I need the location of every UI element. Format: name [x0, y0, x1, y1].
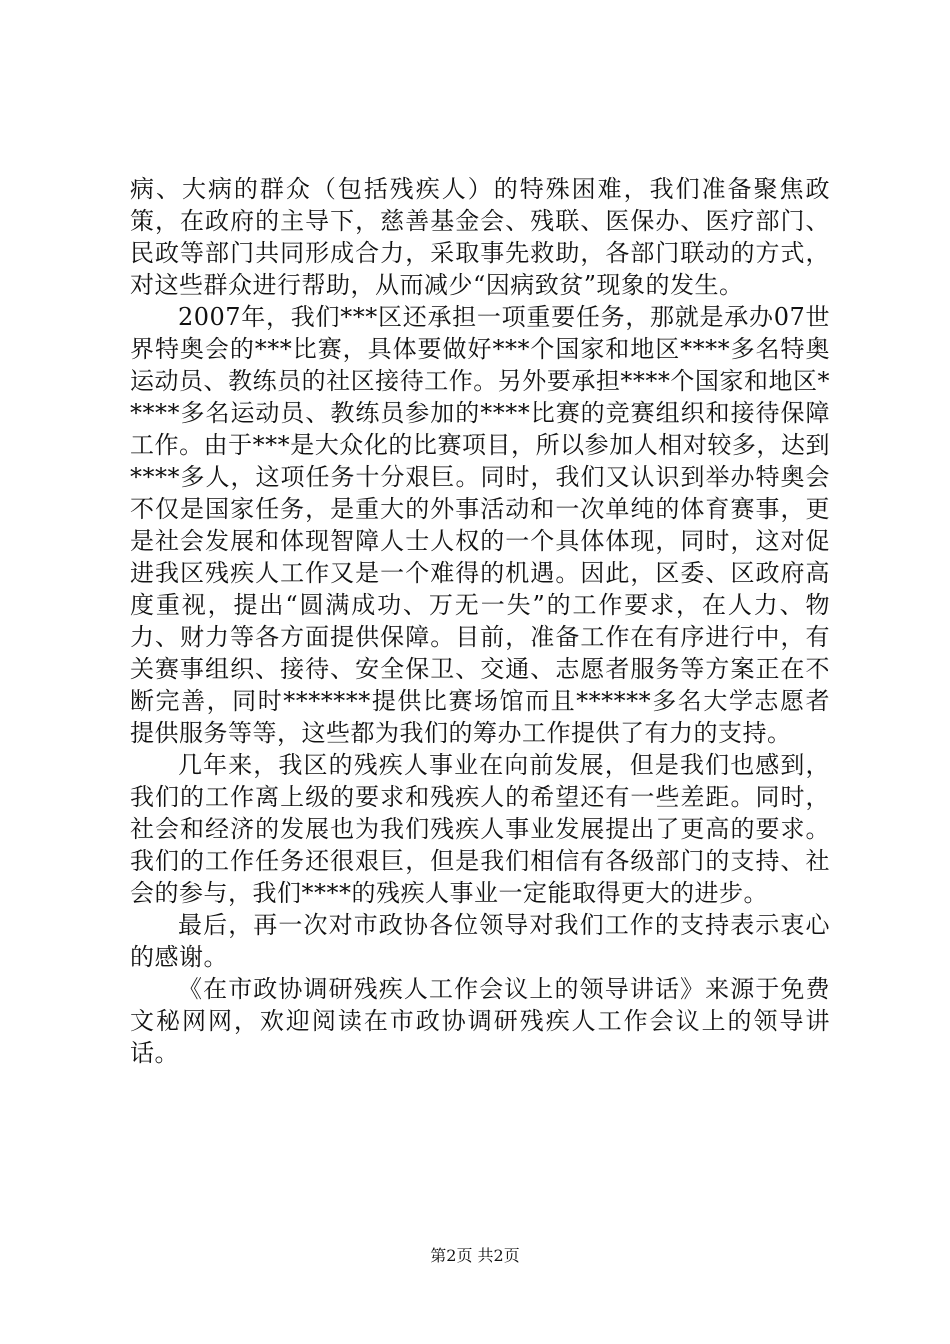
paragraph-2: 2007年，我们***区还承担一项重要任务，那就是承办07世界特奥会的***比赛，具体要做好***个国家和地区****多名特奥运动员、教练员的社区接待工作。另外要承担****个国家和地区*****多名运动员、教练员参加的****比赛的竞赛组织和接待保障工作。由于***是大众化的比赛项目，所以参加人相对较多，达到****多人，这项任务十分艰巨。同时，我们又认识到举办特奥会不仅是国家任务，是重大的外事活动和一次单纯的体育赛事，更是社会发展和体现智障人士人权的一个具体体现，同时，这对促进我区残疾人工作又是一个难得的机遇。因此，区委、区政府高度重视，提出“圆满成功、万无一失”的工作要求，在人力、物力、财力等各方面提供保障。目前，准备工作在有序进行中，有关赛事组织、接待、安全保卫、交通、志愿者服务等方案正在不断完善，同时*******提供比赛场馆而且******多名大学志愿者提供服务等等，这些都为我们的筹办工作提供了有力的支持。 [130, 303, 830, 747]
paragraph-5: 《在市政协调研残疾人工作会议上的领导讲话》来源于免费文秘网网，欢迎阅读在市政协调研残疾人工作会议上的领导讲话。 [130, 975, 830, 1067]
paragraph-1: 病、大病的群众（包括残疾人）的特殊困难，我们准备聚焦政策，在政府的主导下，慈善基金会、残联、医保办、医疗部门、民政等部门共同形成合力，采取事先救助，各部门联动的方式，对这些群众进行帮助，从而减少“因病致贫”现象的发生。 [130, 175, 830, 299]
document-body [130, 173, 830, 1069]
page-footer: 第2页 共2页 [430, 1246, 520, 1265]
paragraph-3: 几年来，我区的残疾人事业在向前发展，但是我们也感到，我们的工作离上级的要求和残疾人的希望还有一些差距。同时，社会和经济的发展也为我们残疾人事业发展提出了更高的要求。我们的工作任务还很艰巨，但是我们相信有各级部门的支持、社会的参与，我们****的残疾人事业一定能取得更大的进步。 [130, 751, 830, 907]
paragraph-4: 最后，再一次对市政协各位领导对我们工作的支持表示衷心的感谢。 [130, 911, 830, 971]
